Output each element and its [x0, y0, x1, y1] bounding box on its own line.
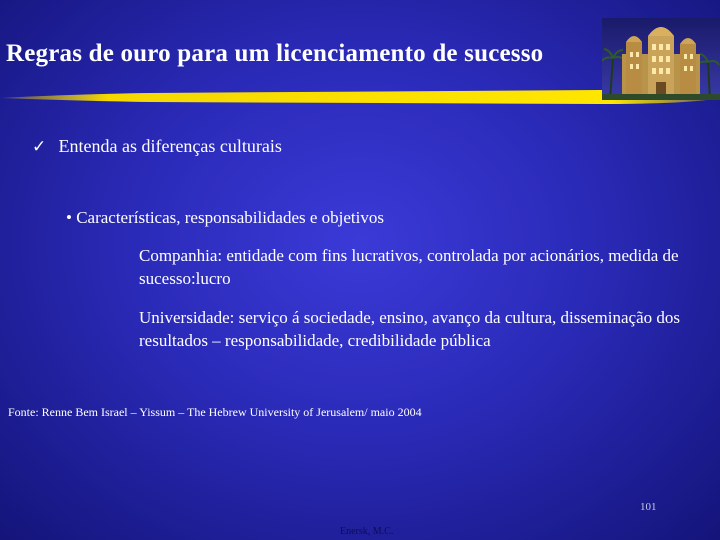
bullet-level2-text: • Características, responsabilidades e objetivos [66, 208, 384, 227]
bullet-level1-text: Entenda as diferenças culturais [58, 136, 282, 156]
palace-building-image [602, 18, 720, 100]
bullet-level1 [32, 136, 282, 157]
checkmark-icon: ✓ [32, 137, 47, 156]
paragraph-university: Universidade: serviço á sociedade, ensino, avanço da cultura, disseminação dos resultados – responsabilidade, credibilidade pública [139, 308, 680, 350]
slide-title: Regras de ouro para um licenciamento de sucesso [6, 40, 544, 67]
paragraph-company: Companhia: entidade com fins lucrativos, controlada por acionários, medida de sucesso:lucro [139, 246, 679, 288]
source-citation: Fonte: Renne Bem Israel – Yissum – The Hebrew University of Jerusalem/ maio 2004 [8, 405, 422, 419]
footer-text: Enersk, M.C. [340, 526, 394, 537]
page-number: 101 [640, 501, 657, 513]
